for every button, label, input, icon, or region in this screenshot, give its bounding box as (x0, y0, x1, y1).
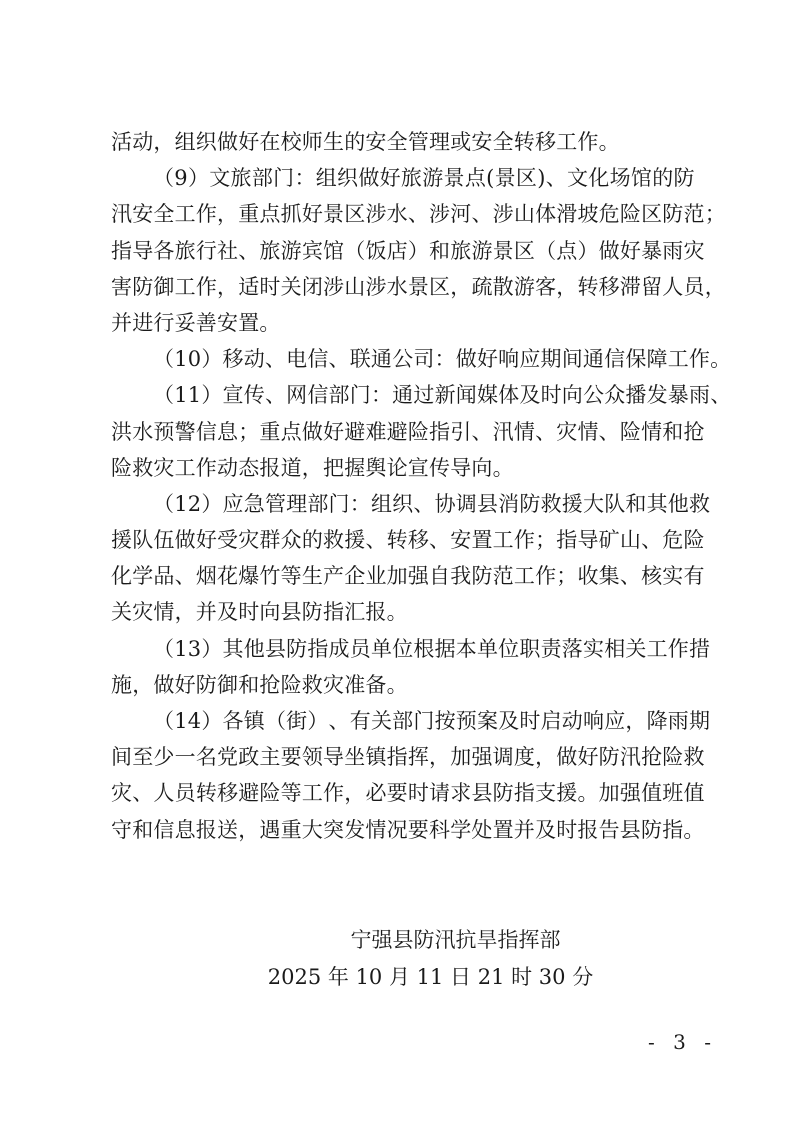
text-line: 关灾情，并及时向县防指汇报。 (111, 600, 408, 625)
text-line: 守和信息报送，遇重大突发情况要科学处置并及时报告县防指。 (111, 817, 705, 842)
text-line: （ 9 ） 文 旅 部 门 ： 组 织 做 好 旅 游 景 点 ( 景 区 ) 、 文 化 场 馆 的 防 (153, 166, 695, 191)
text-line: 间 至 少 一 名 党 政 主 要 领 导 坐 镇 指 挥 ， 加 强 调 度 ， 做 好 防 汛 抢 险 救 (111, 745, 705, 770)
text-line: （ 1 4 ） 各 镇 （ 街 ） 、 有 关 部 门 按 预 案 及 时 启 动 响 应 ， 降 雨 期 (153, 709, 711, 733)
text-line: 汛 安 全 工 作 ， 重 点 抓 好 景 区 涉 水 、 涉 河 、 涉 山 体 滑 坡 危 险 区 防 范 ； (111, 202, 726, 227)
text-line: 害 防 御 工 作 ， 适 时 关 闭 涉 山 涉 水 景 区 ， 疏 散 游 客 ， 转 移 滞 留 人 员 ， (111, 274, 726, 299)
text-line: 洪 水 预 警 信 息 ； 重 点 做 好 避 难 避 险 指 引 、 汛 情 、 灾 情 、 险 情 和 抢 (111, 419, 705, 444)
text-line: 并进行妥善安置。 (111, 310, 281, 335)
text-line: 援 队 伍 做 好 受 灾 群 众 的 救 援 、 转 移 、 安 置 工 作 ； 指 导 矿 山 、 危 险 (111, 528, 705, 553)
text-line: 化 学 品 、 烟 花 爆 竹 等 生 产 企 业 加 强 自 我 防 范 工 作 ； 收 集 、 核 实 有 (111, 564, 705, 589)
text-line: 指 导 各 旅 行 社 、 旅 游 宾 馆 （ 饭 店 ） 和 旅 游 景 区 （ 点 ） 做 好 暴 雨 灾 (111, 238, 705, 263)
text-line: 灾 、 人 员 转 移 避 险 等 工 作 ， 必 要 时 请 求 县 防 指 支 援 。 加 强 值 班 值 (111, 781, 705, 806)
text-line: 活动，组织做好在校师生的安全管理或安全转移工作。 (111, 130, 620, 154)
page-number: - 3 - (648, 1030, 717, 1054)
text-line: 险救灾工作动态报道，把握舆论宣传导向。 (111, 455, 514, 480)
body-text (111, 124, 732, 848)
signing-datetime: 2025 年 10 月 11 日 21 时 30 分 (267, 965, 594, 989)
text-line: 施，做好防御和抢险救灾准备。 (111, 672, 408, 697)
text-line: （10）移动、电信、联通公司：做好响应期间通信保障工作。 (153, 347, 732, 372)
text-line: （ 1 1 ） 宣 传 、 网 信 部 门 ： 通 过 新 闻 媒 体 及 时 向 公 众 播 发 暴 雨 、 (153, 383, 732, 408)
text-line: （ 1 2 ） 应 急 管 理 部 门 ： 组 织 、 协 调 县 消 防 救 援 大 队 和 其 他 救 (153, 491, 711, 516)
signing-organization: 宁强县防汛抗旱指挥部 (350, 928, 561, 952)
text-line: （ 1 3 ） 其 他 县 防 指 成 员 单 位 根 据 本 单 位 职 责 落 实 相 关 工 作 措 (153, 636, 711, 661)
